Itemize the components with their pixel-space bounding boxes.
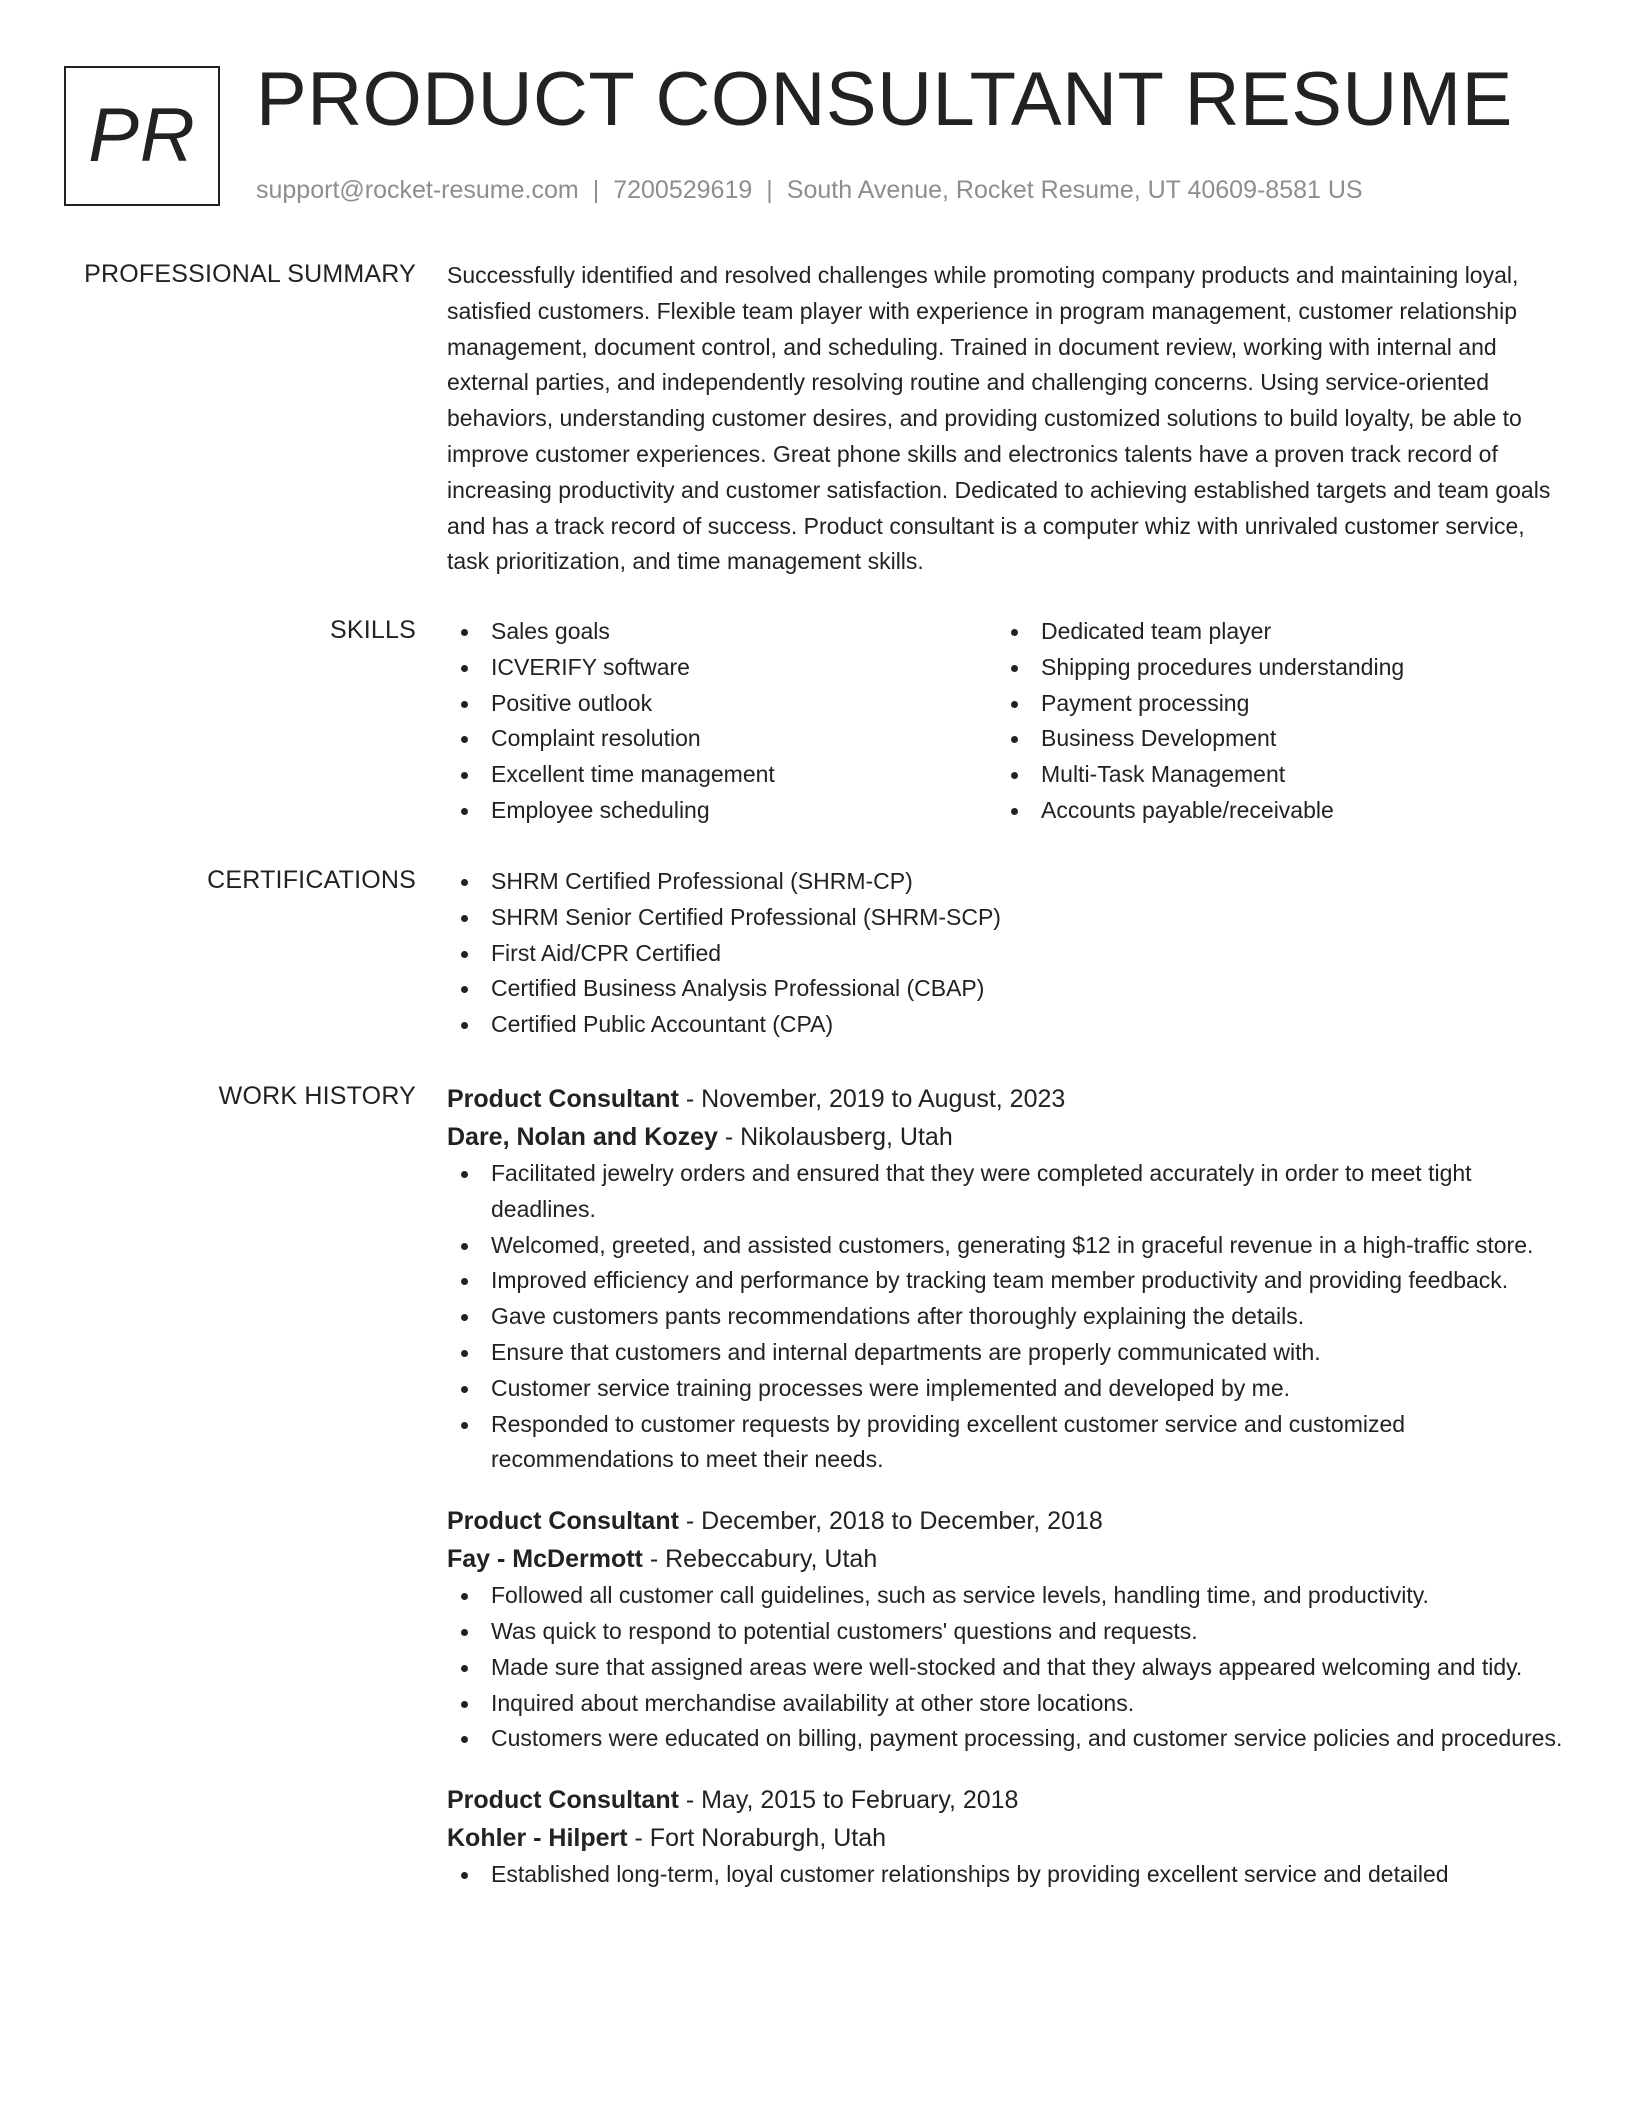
- job-title: Product Consultant: [447, 1085, 679, 1113]
- job-company: Dare, Nolan and Kozey: [447, 1123, 718, 1151]
- contact-separator: |: [766, 176, 773, 204]
- skill-item: Business Development: [997, 721, 1547, 757]
- job-location: - Fort Noraburgh, Utah: [627, 1824, 887, 1853]
- summary-body: [447, 258, 1567, 580]
- contact-separator: |: [592, 176, 600, 204]
- certifications-heading: CERTIFICATIONS: [207, 866, 416, 894]
- contact-email: support@rocket-resume.com: [256, 176, 579, 204]
- work-history-body: [447, 1080, 1567, 1917]
- monogram-initials: PR: [88, 93, 196, 178]
- job-bullet: Responded to customer requests by providing excellent customer service and customized recommendations to meet their needs.: [447, 1407, 1567, 1479]
- skills-list-right: [997, 614, 1547, 829]
- job-company-line: [447, 1819, 1567, 1857]
- job-location: - Rebeccabury, Utah: [642, 1545, 878, 1574]
- certification-item: Certified Public Accountant (CPA): [447, 1007, 1567, 1043]
- monogram-box: [64, 66, 220, 206]
- certifications-body: [447, 864, 1567, 1043]
- job-dates: - December, 2018 to December, 2018: [678, 1507, 1103, 1536]
- job-bullet: Facilitated jewelry orders and ensured that they were completed accurately in order to meet tight deadlines.: [447, 1156, 1567, 1228]
- contact-address: South Avenue, Rocket Resume, UT 40609-8581 US: [786, 176, 1363, 204]
- page-title: PRODUCT CONSULTANT RESUME: [256, 57, 1513, 142]
- skill-item: Shipping procedures understanding: [997, 650, 1547, 686]
- job-bullet: Established long-term, loyal customer relationships by providing excellent service and detailed: [447, 1857, 1567, 1893]
- job-bullet: Customer service training processes were implemented and developed by me.: [447, 1371, 1567, 1407]
- job-title-line: [447, 1502, 1567, 1540]
- job-bullets: [447, 1156, 1567, 1478]
- job-bullet: Welcomed, greeted, and assisted customers, generating $12 in graceful revenue in a high-traffic store.: [447, 1228, 1567, 1264]
- job-entry: [447, 1781, 1567, 1893]
- job-bullet: Made sure that assigned areas were well-stocked and that they always appeared welcoming and tidy.: [447, 1650, 1567, 1686]
- skills-heading: SKILLS: [330, 616, 416, 644]
- skill-item: Excellent time management: [447, 757, 997, 793]
- skill-item: ICVERIFY software: [447, 650, 997, 686]
- certification-item: First Aid/CPR Certified: [447, 936, 1567, 972]
- contact-line: [256, 174, 1363, 206]
- skills-list-left: [447, 614, 997, 829]
- contact-phone: 7200529619: [613, 176, 753, 204]
- job-bullet: Gave customers pants recommendations after thoroughly explaining the details.: [447, 1299, 1567, 1335]
- skill-item: Dedicated team player: [997, 614, 1547, 650]
- job-bullet: Ensure that customers and internal departments are properly communicated with.: [447, 1335, 1567, 1371]
- skill-item: Employee scheduling: [447, 793, 997, 829]
- summary-text: Successfully identified and resolved challenges while promoting company products and maintaining loyal, satisfied customers. Flexible team player with experience in program management, customer relationship management, document control, and scheduling. Trained in document review, working with internal and external parties, and independently resolving routine and challenging concerns. Using service-oriented behaviors, understanding customer desires, and providing customized solutions to build loyalty, be able to improve customer experiences. Great phone skills and electronics talents have a proven track record of increasing productivity and customer satisfaction. Dedicated to achieving established targets and team goals and has a track record of success. Product consultant is a computer whiz with unrivaled customer service, task prioritization, and time management skills.: [447, 262, 1551, 575]
- job-bullets: [447, 1578, 1567, 1757]
- job-bullet: Improved efficiency and performance by tracking team member productivity and providing feedback.: [447, 1263, 1567, 1299]
- work-history-heading: WORK HISTORY: [218, 1082, 416, 1110]
- summary-heading: PROFESSIONAL SUMMARY: [84, 260, 416, 288]
- job-title: Product Consultant: [447, 1507, 679, 1536]
- certification-item: SHRM Certified Professional (SHRM-CP): [447, 864, 1567, 900]
- job-title-line: [447, 1080, 1567, 1118]
- job-bullet: Was quick to respond to potential customers' questions and requests.: [447, 1614, 1567, 1650]
- job-entry: [447, 1080, 1567, 1478]
- job-dates: - May, 2015 to February, 2018: [678, 1786, 1019, 1815]
- skill-item: Sales goals: [447, 614, 997, 650]
- skills-body: [447, 614, 1567, 829]
- job-entry: [447, 1502, 1567, 1757]
- job-title: Product Consultant: [447, 1786, 679, 1815]
- job-company: Fay - McDermott: [447, 1545, 643, 1574]
- job-company-line: [447, 1540, 1567, 1578]
- job-company: Kohler - Hilpert: [447, 1824, 628, 1853]
- job-bullet: Customers were educated on billing, payment processing, and customer service policies and procedures.: [447, 1721, 1567, 1757]
- job-bullet: Followed all customer call guidelines, such as service levels, handling time, and productivity.: [447, 1578, 1567, 1614]
- job-location: - Nikolausberg, Utah: [717, 1123, 953, 1151]
- certification-item: Certified Business Analysis Professional (CBAP): [447, 971, 1567, 1007]
- job-company-line: [447, 1118, 1567, 1156]
- certifications-list: [447, 864, 1567, 1043]
- job-bullets: [447, 1857, 1567, 1893]
- skill-item: Accounts payable/receivable: [997, 793, 1547, 829]
- skill-item: Complaint resolution: [447, 721, 997, 757]
- job-bullet: Inquired about merchandise availability at other store locations.: [447, 1686, 1567, 1722]
- skill-item: Payment processing: [997, 686, 1547, 722]
- certification-item: SHRM Senior Certified Professional (SHRM-SCP): [447, 900, 1567, 936]
- job-title-line: [447, 1781, 1567, 1819]
- skill-item: Multi-Task Management: [997, 757, 1547, 793]
- skill-item: Positive outlook: [447, 686, 997, 722]
- job-dates: - November, 2019 to August, 2023: [678, 1085, 1066, 1113]
